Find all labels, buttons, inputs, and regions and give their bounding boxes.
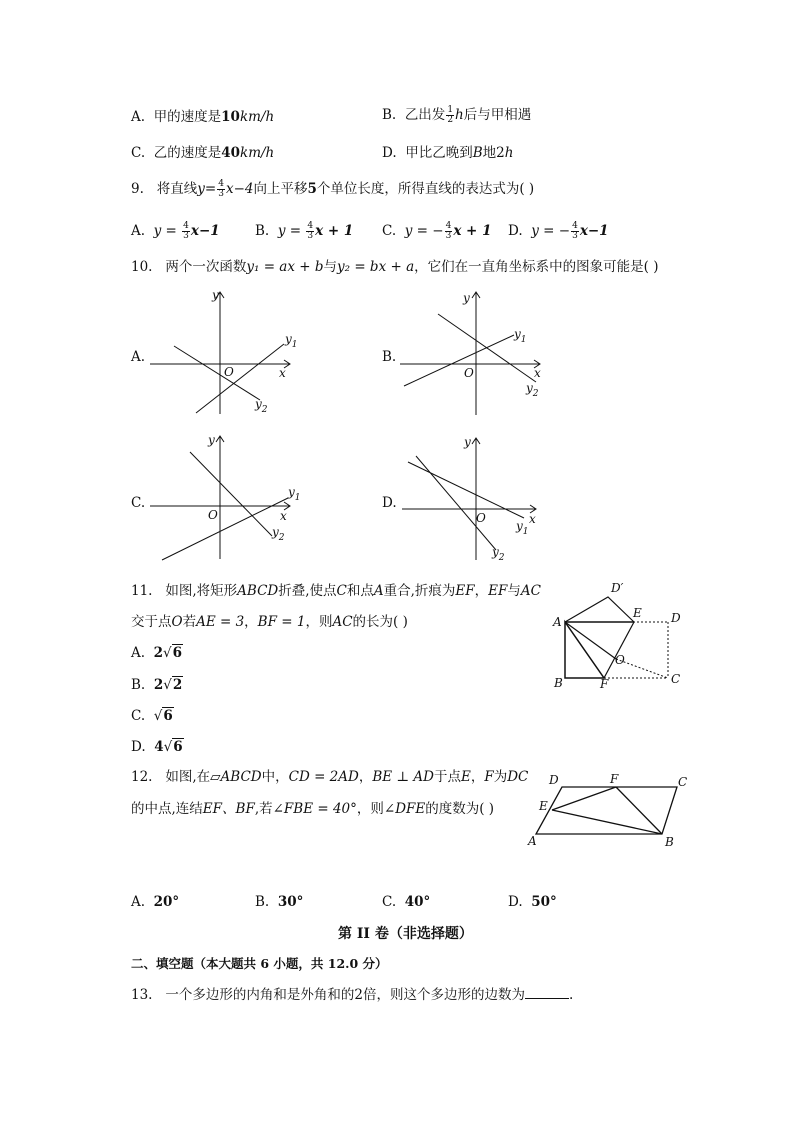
q12-stem-line1: 12. 如图,在▱ABCD中，CD = 2AD，BE ⊥ AD于点E，F为DC (131, 769, 529, 785)
q9-option-c[interactable]: C. y = − $\frac{4}{3}$ x + 1 (382, 221, 492, 241)
point-b: B (554, 676, 563, 690)
q8-option-c: C. 乙的速度是40km/h (131, 145, 275, 161)
y-axis-label: y (212, 288, 219, 302)
part2-title: 第 II 卷（非选择题） (338, 926, 473, 942)
sqrt-symbol: √6 (163, 739, 183, 755)
x-axis-label: x (534, 366, 541, 380)
point-e: E (539, 799, 548, 813)
q9-option-d[interactable]: D. y = − $\frac{4}{3}$ x−1 (508, 221, 609, 241)
y1-label: $y_1$ (288, 485, 301, 503)
y2-label: $y_2$ (255, 397, 268, 415)
q11-stem-line1: 11. 如图,将矩形ABCD折叠,使点C和点A重合,折痕为EF，EF与AC (131, 583, 541, 599)
q10-stem: 10. 两个一次函数y₁ = ax + b与y₂ = bx + a，它们在一直角坐标系中的图象可能是( ) (131, 259, 659, 275)
section2-title: 二、填空题（本大题共 6 小题，共 12.0 分） (131, 956, 388, 971)
q12-option-c[interactable]: C. 40° (382, 894, 431, 910)
point-d: D (549, 773, 559, 787)
y2-label: $y_2$ (526, 381, 539, 399)
q9-stem: 9. 将直线y= $\frac{4}{3}$ x−4向上平移5个单位长度，所得直线的表达式为( ) (131, 179, 535, 199)
point-d-prime: D′ (611, 581, 624, 595)
q10-graph-d (400, 432, 550, 566)
point-e: E (633, 606, 642, 620)
q12-option-d[interactable]: D. 50° (508, 894, 557, 910)
y-axis-label: y (463, 291, 470, 305)
q9-option-b[interactable]: B. y = $\frac{4}{3}$ x + 1 (255, 221, 354, 241)
point-o: O (615, 653, 625, 667)
q12-stem-line2: 的中点,连结EF、BF,若∠FBE = 40°，则∠DFE的度数为( ) (131, 801, 495, 817)
x-axis-label: x (279, 366, 286, 380)
point-f: F (600, 677, 609, 691)
q8-option-b: B. 乙出发 $\frac{1}{2}$ h后与甲相遇 (382, 105, 532, 125)
origin-label: O (224, 365, 234, 379)
origin-label: O (464, 366, 474, 380)
point-c: C (678, 775, 688, 789)
point-c: C (671, 672, 681, 686)
x-axis-label: x (529, 512, 536, 526)
q12-option-a[interactable]: A. 20° (131, 894, 180, 910)
q12-option-b[interactable]: B. 30° (255, 894, 304, 910)
q10-graph-a (150, 288, 300, 418)
sqrt-symbol: √2 (163, 677, 183, 693)
q10-label-c: C. (131, 495, 146, 511)
x-axis-label: x (280, 509, 287, 523)
y1-label: $y_1$ (285, 332, 298, 350)
q10-graph-c (150, 432, 305, 562)
y2-label: $y_2$ (272, 525, 285, 543)
q10-graph-b (400, 288, 550, 418)
sqrt-symbol: √6 (153, 708, 173, 724)
q10-label-a: A. (131, 349, 146, 365)
q11-option-d[interactable]: D. 4√6 (131, 739, 183, 755)
q13-stem: 13. 一个多边形的内角和是外角和的2倍，则这个多边形的边数为 . (131, 987, 574, 1003)
q10-label-d: D. (382, 495, 397, 511)
q11-option-c[interactable]: C. √6 (131, 708, 173, 724)
sqrt-symbol: √6 (163, 645, 183, 661)
origin-label: O (208, 508, 218, 522)
q10-label-b: B. (382, 349, 397, 365)
q12-figure (522, 768, 692, 854)
y-axis-label: y (464, 435, 471, 449)
y2-label: $y_2$ (492, 545, 505, 563)
y1-label: $y_1$ (516, 519, 529, 537)
y-axis-label: y (208, 433, 215, 447)
q11-option-a[interactable]: A. 2√6 (131, 645, 183, 661)
q9-option-a[interactable]: A. y = $\frac{4}{3}$ x−1 (131, 221, 220, 241)
q11-stem-line2: 交于点O若AE = 3，BF = 1，则AC的长为( ) (131, 614, 408, 630)
point-f: F (610, 772, 619, 786)
point-b: B (665, 835, 674, 849)
point-a: A (528, 834, 537, 848)
point-d: D (671, 611, 681, 625)
q11-figure (548, 580, 688, 692)
origin-label: O (476, 511, 486, 525)
q8-option-a: A. 甲的速度是10km/h (131, 109, 275, 125)
point-a: A (553, 615, 562, 629)
answer-blank[interactable] (525, 986, 569, 999)
y1-label: $y_1$ (514, 327, 527, 345)
q11-option-b[interactable]: B. 2√2 (131, 677, 183, 693)
q8-option-d: D. 甲比乙晚到B地2h (382, 145, 514, 161)
